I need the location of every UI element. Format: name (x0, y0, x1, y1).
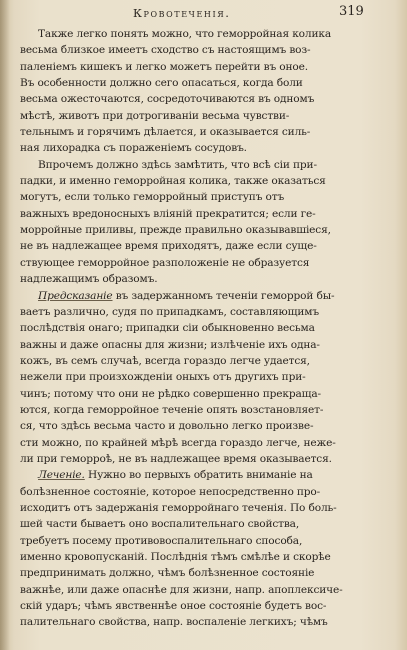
text-line (20, 288, 380, 304)
paragraph (20, 467, 380, 630)
section-lead: Леченіе. (38, 469, 85, 482)
text-line (20, 337, 380, 353)
text-line (20, 467, 380, 483)
line-text: сти можно, по крайней мѣрѣ всегда гораздо легче, неже- (20, 436, 336, 449)
line-text: ваетъ различно, судя по припадкамъ, составляющимъ (20, 305, 319, 318)
text-line (20, 369, 380, 385)
text-line (20, 484, 380, 500)
text-line (20, 598, 380, 614)
line-text: Нужно во первыхъ обратить вниманіе на (84, 469, 313, 482)
text-line (20, 451, 380, 467)
text-line (20, 157, 380, 173)
line-text: чинъ; потому что они не рѣдко совершенно прекраща- (20, 387, 321, 400)
text-line (20, 255, 380, 271)
line-text: паленіемъ кишекъ и легко можетъ перейти въ оное. (20, 60, 308, 73)
line-text: послѣдствія онаго; припадки сіи обыкновенно весьма (20, 322, 315, 335)
line-text: ли при геморроѣ, не въ надлежащее время оказывается. (20, 452, 332, 465)
text-line (20, 108, 380, 124)
running-title: Кровотеченія. (133, 6, 231, 20)
line-text: важныхъ вредоносныхъ вліяній прекратится; если ге- (20, 207, 316, 220)
paragraph (20, 157, 380, 288)
text-line (20, 533, 380, 549)
text-line (20, 222, 380, 238)
line-text: исходитъ отъ задержанія геморройнаго теченія. По боль- (20, 501, 337, 514)
line-text: важнѣе, или даже опаснѣе для жизни, напр. апоплексиче- (20, 583, 343, 596)
line-text: Также легко понять можно, что геморройная колика (38, 28, 332, 40)
text-line (20, 42, 380, 58)
gutter-shadow (0, 0, 10, 650)
text-line (20, 516, 380, 532)
line-text: Въ особенности должно сего опасаться, когда боли (20, 77, 303, 90)
text-line (20, 402, 380, 418)
line-text: весьма ожесточаются, сосредоточиваются въ одномъ (20, 93, 315, 106)
text-line (20, 271, 380, 287)
line-text: предпринимать должно, чѣмъ болѣзненное состояніе (20, 567, 315, 580)
text-line (20, 320, 380, 336)
text-line (20, 238, 380, 254)
line-text: скій ударъ; чѣмъ явственнѣе оное состояніе будетъ вос- (20, 600, 327, 613)
line-text: болѣзненное состояніе, которое непосредственно про- (20, 485, 321, 498)
paragraph (20, 288, 380, 468)
page-header (0, 4, 407, 22)
line-text: ются, когда геморройное теченіе опять возстановляет- (20, 403, 324, 416)
line-text: весьма близкое имеетъ сходство съ настоящимъ воз- (20, 44, 311, 57)
text-line (20, 206, 380, 222)
text-line (20, 91, 380, 107)
paragraph (20, 26, 380, 157)
line-text: именно кровопусканій. Послѣднія тѣмъ смѣлѣе и скорѣе (20, 551, 331, 563)
text-line (20, 614, 380, 630)
line-text: надлежащимъ образомъ. (20, 273, 158, 286)
line-text: требуетъ посему противовоспалительнаго способа, (20, 534, 303, 547)
line-text: палительнаго свойства, напр. воспаленіе легкихъ; чѣмъ (20, 616, 328, 629)
page-number: 319 (339, 4, 364, 19)
text-line (20, 582, 380, 598)
text-line (20, 418, 380, 434)
line-text: ная лихорадка съ пораженіемъ сосудовъ. (20, 142, 247, 155)
line-text: тельнымъ и горячимъ дѣлается, и оказывается силь- (20, 126, 311, 139)
text-line (20, 124, 380, 140)
text-line (20, 435, 380, 451)
text-line (20, 75, 380, 91)
text-line (20, 173, 380, 189)
line-text: не въ надлежащее время приходятъ, даже если суще- (20, 240, 317, 253)
line-text: могутъ, если только геморройный приступъ отъ (20, 191, 285, 204)
text-line (20, 304, 380, 320)
text-line (20, 59, 380, 75)
line-text: шей части бываетъ оно воспалительнаго свойства, (20, 518, 300, 531)
text-line (20, 140, 380, 156)
line-text: въ задержанномъ теченіи геморрой бы- (112, 289, 335, 302)
line-text: Впрочемъ должно здѣсь замѣтить, что всѣ сіи при- (38, 158, 317, 171)
line-text: нежели при произхожденіи оныхъ отъ другихъ при- (20, 371, 306, 384)
line-text: важны и даже опасны для жизни; излѣченіе ихъ одна- (20, 338, 320, 351)
text-line (20, 189, 380, 205)
text-line (20, 565, 380, 581)
line-text: кожъ, въ семъ случаѣ, всегда гораздо легче удается, (20, 354, 310, 367)
text-line (20, 353, 380, 369)
text-line (20, 500, 380, 516)
text-line (20, 26, 380, 42)
section-lead: Предсказаніе (38, 289, 113, 302)
text-line (20, 549, 380, 565)
line-text: морройные приливы, прежде правильно оказывавшіеся, (20, 224, 331, 237)
line-text: ствующее геморройное разположеніе не образуется (20, 256, 310, 269)
body-text (20, 26, 380, 631)
line-text: падки, и именно геморройная колика, также оказаться (20, 175, 326, 188)
line-text: ся, что здѣсь весьма часто и довольно легко произве- (20, 420, 314, 433)
line-text: мѣстѣ, животъ при дотрогиваніи весьма чувстви- (20, 109, 290, 122)
text-line (20, 386, 380, 402)
